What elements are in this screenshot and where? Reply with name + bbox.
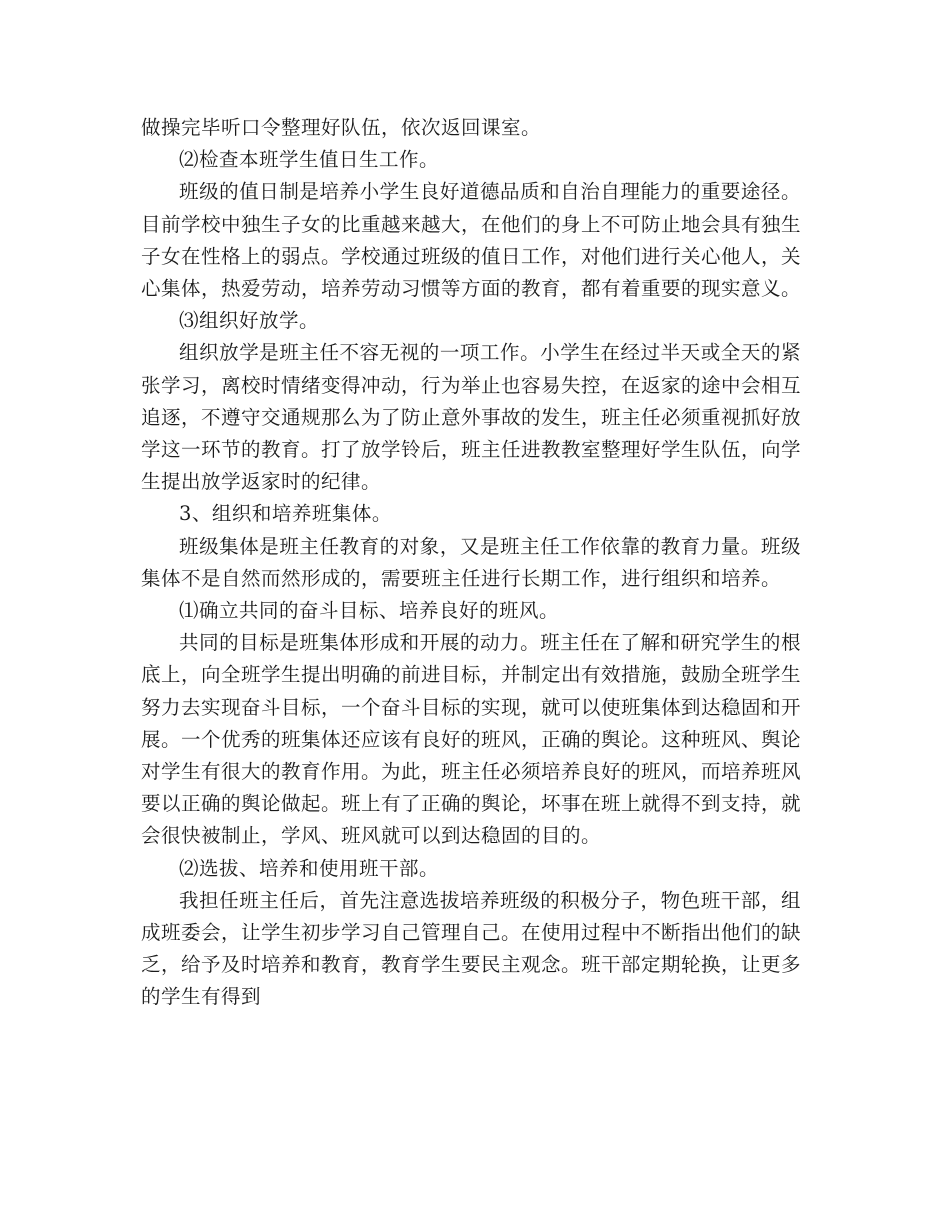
paragraph-7: 班级集体是班主任教育的对象，又是班主任工作依靠的教育力量。班级集体不是自然而然形成的，需要班主任进行长期工作，进行组织和培养。 [141, 534, 801, 590]
document-body [141, 112, 801, 1014]
paragraph-3: 班级的值日制是培养小学生良好道德品质和自治自理能力的重要途径。目前学校中独生子女的比重越来越大，在他们的身上不可防止地会具有独生子女在性格上的弱点。学校通过班级的值日工作，对他们进行关心他人，关心集体，热爱劳动，培养劳动习惯等方面的教育，都有着重要的现实意义。 [141, 180, 802, 301]
paragraph-1: 做操完毕听口令整理好队伍，依次返回课室。 [141, 116, 542, 139]
paragraph-10: ⑵选拔、培养和使用班干部。 [179, 856, 440, 880]
paragraph-2: ⑵检查本班学生值日生工作。 [179, 148, 440, 172]
paragraph-5: 组织放学是班主任不容无视的一项工作。小学生在经过半天或全天的紧张学习，离校时情绪变得冲动，行为举止也容易失控，在返家的途中会相互追逐，不遵守交通规那么为了防止意外事故的发生，班主任必须重视抓好放学这一环节的教育。打了放学铃后，班主任进教教室整理好学生队伍，向学生提出放学返家时的纪律。 [141, 341, 802, 494]
paragraph-4: ⑶组织好放学。 [179, 309, 320, 333]
paragraph-6: 3、组织和培养班集体。 [179, 502, 392, 526]
paragraph-8: ⑴确立共同的奋斗目标、培养良好的班风。 [179, 599, 560, 623]
paragraph-11: 我担任班主任后，首先注意选拔培养班级的积极分子，物色班干部，组成班委会，让学生初步学习自己管理自己。在使用过程中不断指出他们的缺乏，给予及时培养和教育，教育学生要民主观念。班干部定期轮换，让更多的学生有得到 [141, 888, 802, 1009]
paragraph-9: 共同的目标是班集体形成和开展的动力。班主任在了解和研究学生的根底上，向全班学生提出明确的前进目标，并制定出有效措施，鼓励全班学生努力去实现奋斗目标，一个奋斗目标的实现，就可以使班集体到达稳固和开展。一个优秀的班集体还应该有良好的班风，正确的舆论。这种班风、舆论对学生有很大的教育作用。为此，班主任必须培养良好的班风，而培养班风要以正确的舆论做起。班上有了正确的舆论，坏事在班上就得不到支持，就会很快被制止，学风、班风就可以到达稳固的目的。 [141, 631, 802, 848]
